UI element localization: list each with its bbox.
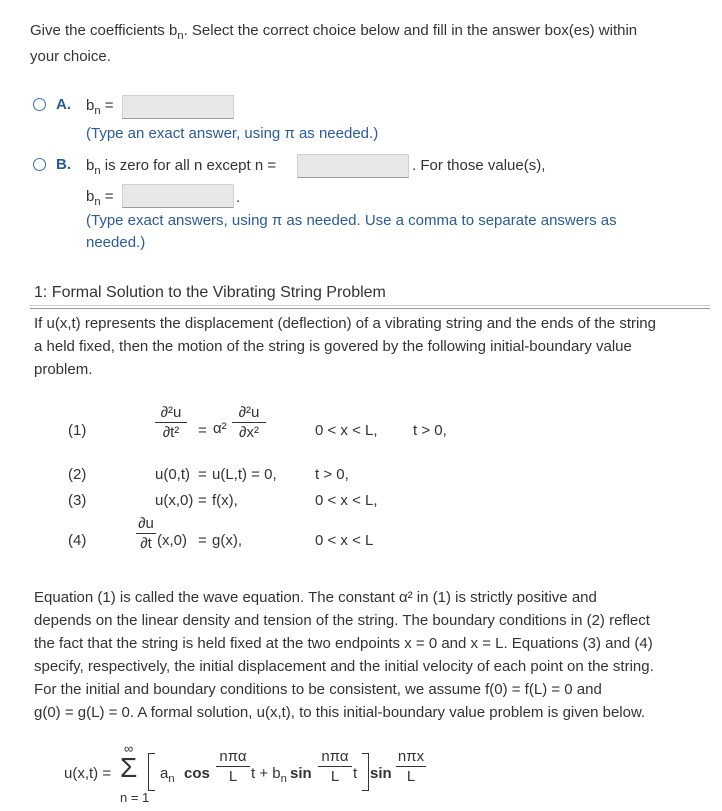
sum-upper: ∞ [124,741,134,756]
section-divider-light [30,305,710,306]
var-sub: n [94,196,101,208]
choice-b-text2: . For those value(s), [412,157,546,174]
sum-lower: n = 1 [120,790,150,805]
sin-label-inner: sin [290,765,312,782]
intro-line3: problem. [34,361,93,378]
choice-a-var [86,97,114,117]
explanation-line5: For the initial and boundary conditions to be consistent, we assume f(0) = f(L) = 0 and [34,681,602,698]
choice-b-line1 [86,157,276,177]
eq2-rhs: u(L,t) = 0, [212,466,277,483]
explanation-line4: specify, respectively, the initial displacement and the initial velocity of each point on the string. [34,658,654,675]
frac-bar [216,766,250,767]
sin-x-den: L [406,768,416,785]
choice-b-hint-line2: needed.) [86,234,146,251]
eq4-den: ∂t [140,535,152,552]
frac-bar [232,422,266,423]
prompt-line2: your choice. [30,48,111,65]
eq1-lhs-num: ∂²u [160,404,182,421]
t-plus-b [251,765,287,785]
left-bracket [148,753,155,791]
choice-b-line2 [86,188,114,208]
eq4-fraction [136,515,156,552]
sin-label-outer: sin [370,765,392,782]
frac-bar [396,766,426,767]
explanation-line6: g(0) = g(L) = 0. A formal solution, u(x,t), to this initial-boundary value problem is given below. [34,704,646,721]
frac-bar [136,533,156,534]
eq1-rhs-num: ∂²u [238,404,260,421]
prompt-text: Give the coefficients b [30,22,178,39]
cos-arg-den: L [228,768,238,785]
cos-label: cos [184,765,210,782]
eq4-lhs: (x,0) [157,532,187,549]
sin-x-fraction [396,748,426,785]
eq1-rhs-fraction [232,404,266,441]
explanation-line2: depends on the linear density and tension of the string. The boundary conditions in (2) reflect [34,612,650,629]
sin-arg-den: L [330,768,340,785]
choice-a-hint: (Type an exact answer, using π as needed.) [86,125,379,142]
eq4-rhs: g(x), [212,532,242,549]
cos-arg-fraction [216,748,250,785]
choice-a-radio[interactable] [33,98,46,111]
eq2-cond: t > 0, [315,466,349,483]
coef-a [160,765,175,785]
var-sub: n [94,165,101,177]
eq2-number: (2) [68,466,87,483]
eq1-rhs-den: ∂x² [239,424,259,441]
eq1-lhs-fraction [155,404,187,441]
eq2-lhs: u(0,t) [155,466,191,483]
eq1-cond-t: t > 0, [413,422,447,439]
explanation-line1: Equation (1) is called the wave equation. The constant α² in (1) is strictly positive and [34,589,597,606]
choice-b-label[interactable]: B. [56,156,71,173]
choice-a-label[interactable]: A. [56,96,71,113]
var-b: b [86,157,95,174]
a: a [160,765,169,782]
right-bracket [362,753,369,791]
choice-b-radio[interactable] [33,158,46,171]
choice-b-n-input[interactable] [297,154,409,178]
section-title: 1: Formal Solution to the Vibrating String Problem [34,284,386,301]
var-b: b [86,188,95,205]
eq4-number: (4) [68,532,87,549]
var-b: b [86,97,95,114]
choice-b-text1: is zero for all n except n = [104,157,277,174]
eq4-cond: 0 < x < L [315,532,374,549]
eq1-lhs-den: ∂t² [162,424,180,441]
choice-b-bn-input[interactable] [122,184,234,208]
sin-arg-num: nπα [321,748,349,765]
explanation-line3: the fact that the string is held fixed at the two endpoints x = 0 and x = L. Equations (3) and (4) [34,635,653,652]
section-divider-dark [30,308,710,309]
choice-a-answer-input[interactable] [122,95,234,119]
eq3-rhs: f(x), [212,492,238,509]
choice-b-dot: . [236,189,241,206]
b-sub: n [280,773,287,785]
question-prompt [30,22,637,42]
t-inner: t [353,765,358,782]
choice-b-hint-line1: (Type exact answers, using π as needed. Use a comma to separate answers as [86,212,617,229]
solution-lhs: u(x,t) = [64,765,112,782]
sin-x-num: nπx [397,748,425,765]
t-plus: t + b [251,765,281,782]
sin-arg-fraction [318,748,352,785]
var-sub: n [94,105,101,117]
prompt-text-suffix: . Select the correct choice below and fill in the answer box(es) within [183,22,638,39]
intro-line2: a held fixed, then the motion of the string is govered by the following initial-boundary value [34,338,632,355]
a-sub: n [168,773,175,785]
frac-bar [318,766,352,767]
eq3-number: (3) [68,492,87,509]
eq4-num: ∂u [138,515,154,532]
eq3-eq: = [198,492,207,509]
eq4-eq: = [198,532,207,549]
eq3-lhs: u(x,0) [155,492,194,509]
cos-arg-num: nπα [219,748,247,765]
eq1-cond-x: 0 < x < L, [315,422,378,439]
eq-sign: = [104,97,114,114]
eq1-eq: = [198,422,207,439]
eq2-eq: = [198,466,207,483]
frac-bar [155,422,187,423]
eq1-alpha2: α² [213,420,227,437]
sigma-symbol: Σ [120,752,138,783]
eq1-number: (1) [68,422,87,439]
eq-sign: = [104,188,114,205]
eq3-cond: 0 < x < L, [315,492,378,509]
prompt-sub: n [177,30,184,42]
intro-line1: If u(x,t) represents the displacement (deflection) of a vibrating string and the ends of the string [34,315,656,332]
